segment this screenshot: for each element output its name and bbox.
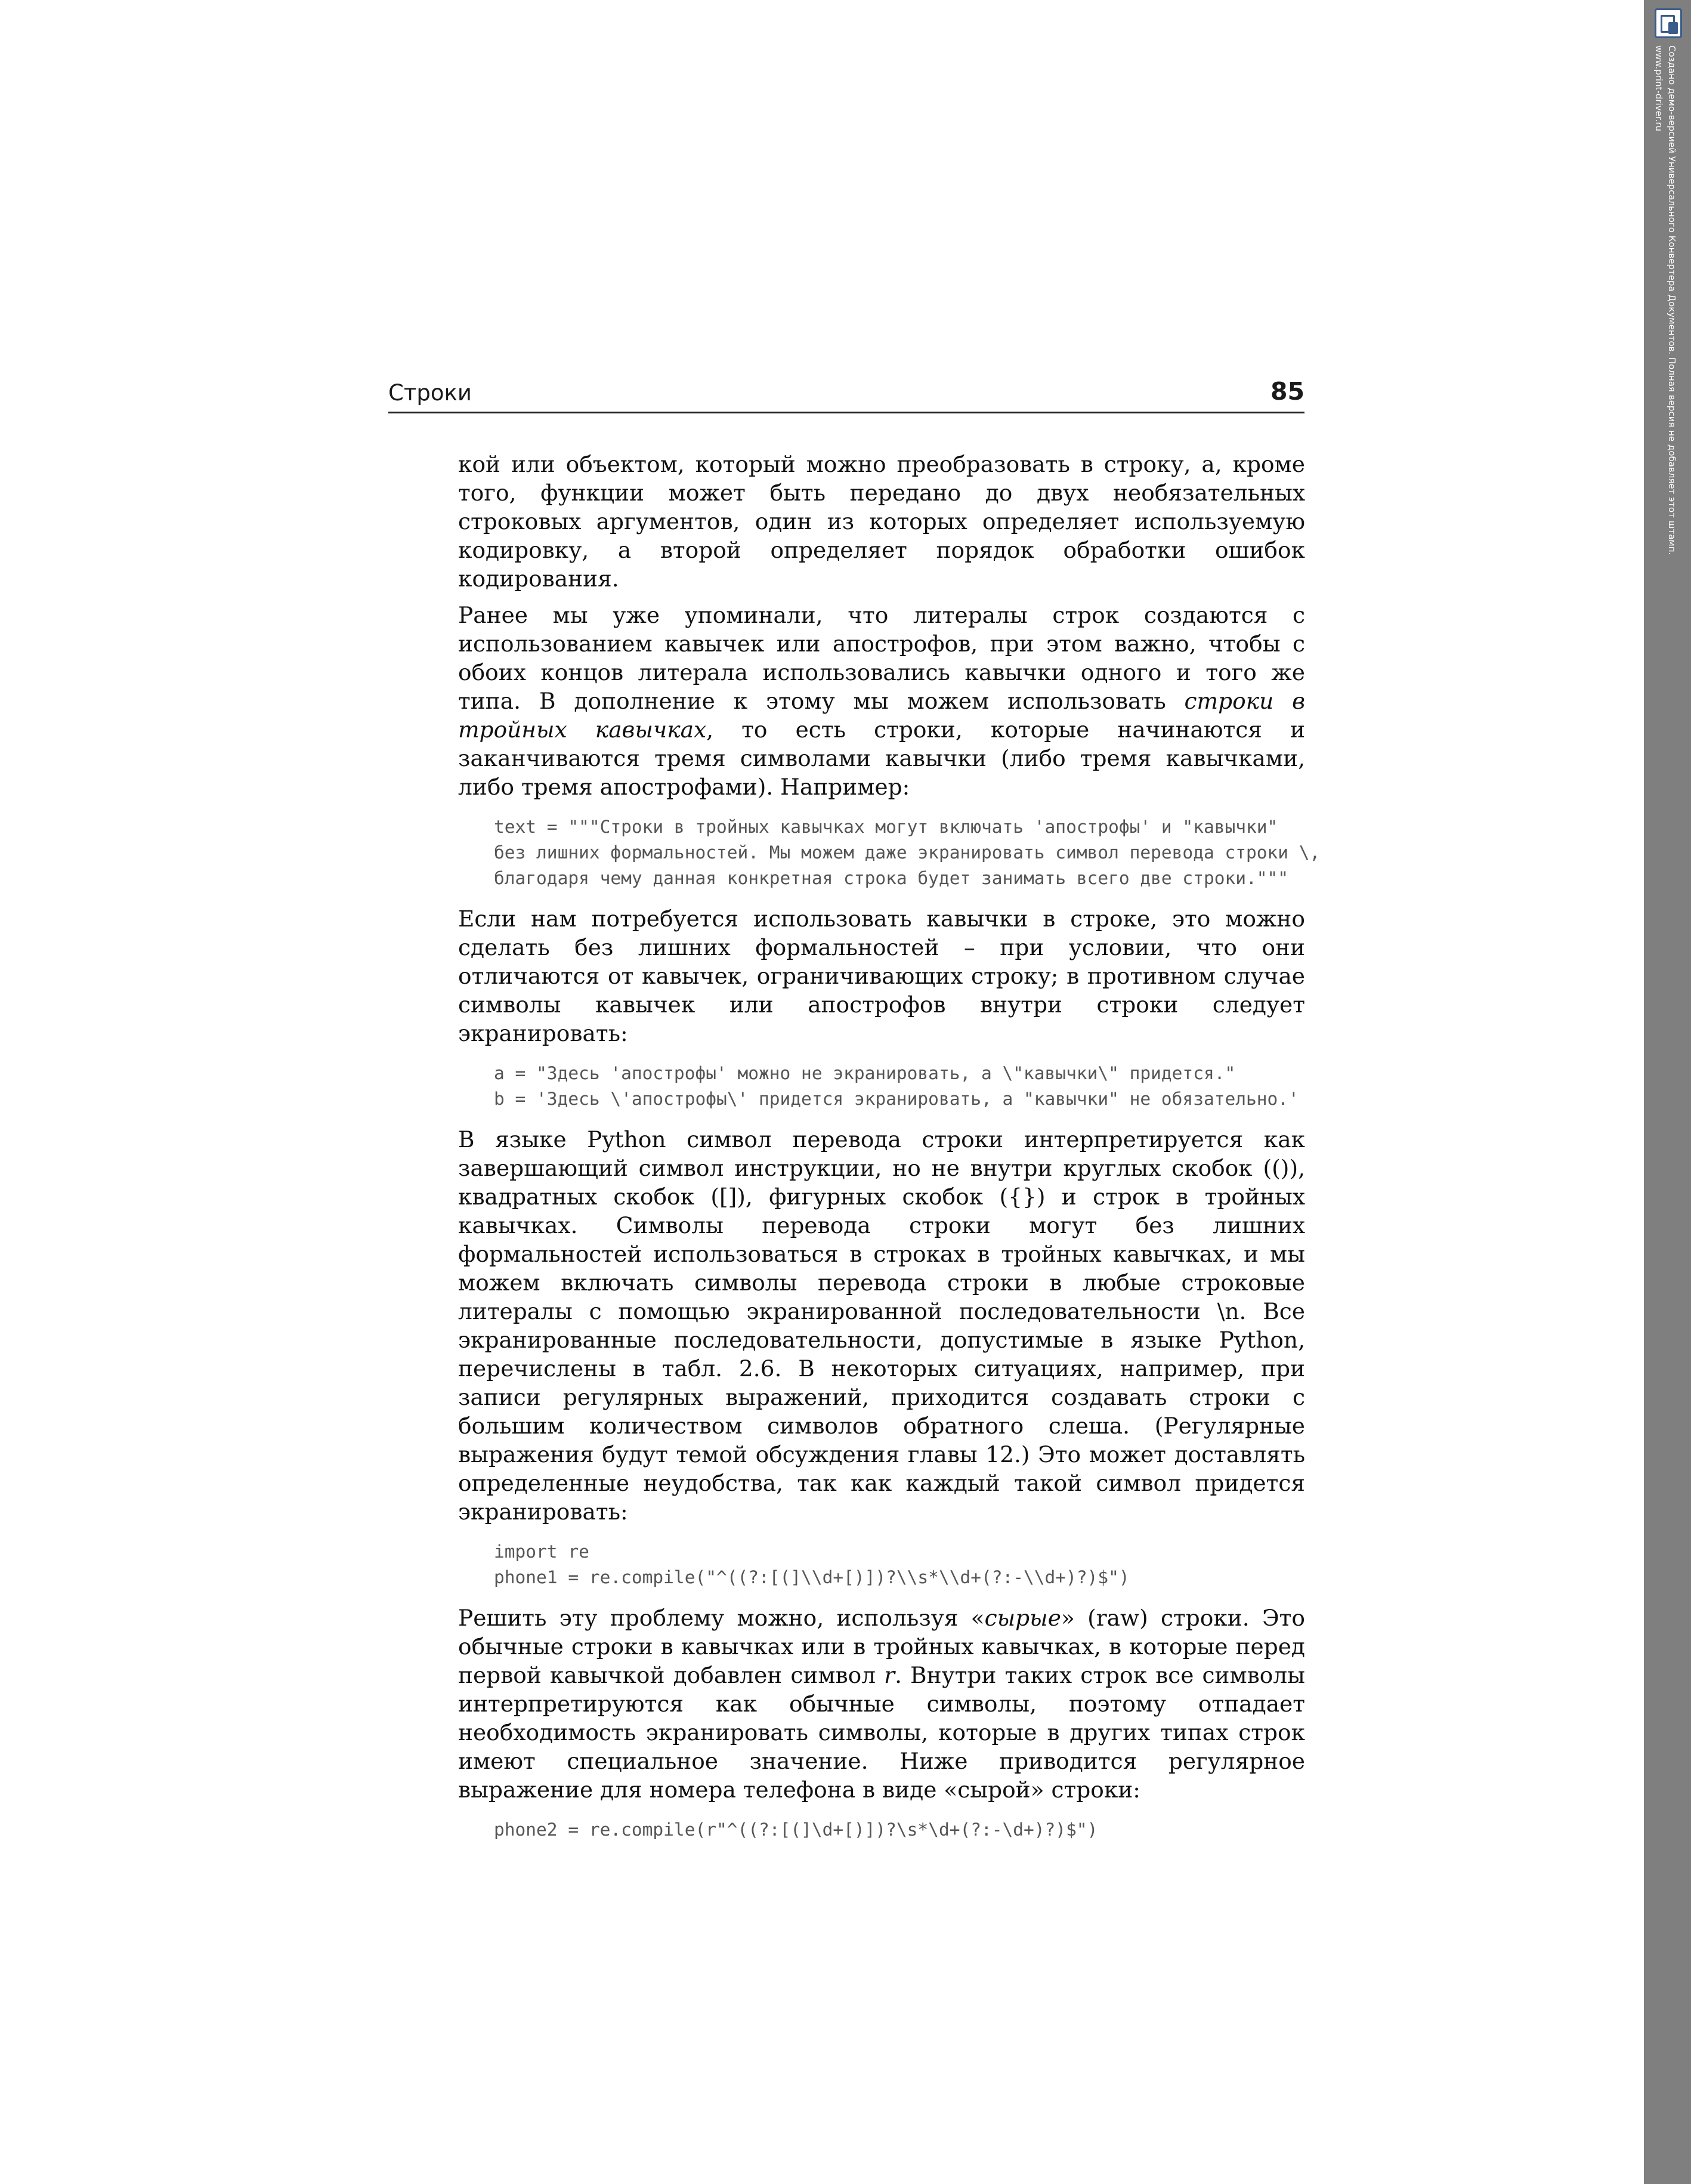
- code-block: a = "Здесь 'апострофы' можно не экранировать, а \"кавычки\" придется." b = 'Здесь \'апострофы\' придется экранировать, а "кавычки" не обязательно.': [494, 1063, 1299, 1109]
- paragraph-text: Решить эту проблему можно, используя «: [458, 1605, 985, 1631]
- document-converter-icon: [1655, 8, 1682, 38]
- paragraph: Если нам потребуется использовать кавычки в строке, это можно сделать без лишних формальностей – при условии, что они отличаются от кавычек, ограничивающих строку; в противном случае символы кавычек или апострофов внутри строки следует экранировать:: [458, 906, 1305, 1046]
- header-title: Строки: [388, 380, 472, 406]
- converter-watermark-strip: [1644, 0, 1691, 2184]
- paragraph: [458, 1604, 1305, 1804]
- watermark-line: Создано демо-версией Универсального Конвертера Документов. Полная версия не добавляет этот штамп.: [1667, 45, 1677, 555]
- paragraph: [458, 601, 1305, 801]
- code-block: text = """Строки в тройных кавычках могут включать 'апострофы' и "кавычки" без лишних формальностей. Мы можем даже экранировать символ перевода строки \, благодаря чему данная конкретная строка будет занимать всего две строки.""": [494, 817, 1321, 888]
- italic-term: сырые: [984, 1605, 1061, 1631]
- paragraph-text: , то есть строки, которые начинаются и заканчиваются тремя символами кавычки (либо тремя кавычками, либо тремя апострофами). Например:: [458, 716, 1306, 800]
- body-text: [458, 450, 1321, 1856]
- paragraph-text: . Внутри таких строк все символы интерпретируются как обычные символы, поэтому отпадает необходимость экранировать символы, которые в других типах строк имеют специальное значение. Ниже приводится регулярное выражение для номера телефона в виде «сырой» строки:: [458, 1662, 1305, 1803]
- watermark-text: [1652, 45, 1678, 642]
- paragraph-text: Ранее мы уже упоминали, что литералы строк создаются с использованием кавычек или апострофов, при этом важно, чтобы с обоих концов литерала использовались кавычки одного и того же типа. В дополнение к этому мы можем использовать: [458, 602, 1305, 714]
- page-number: 85: [1270, 377, 1304, 406]
- code-block: import re phone1 = re.compile("^((?:[(]\\d+[)])?\\s*\\d+(?:-\\d+)?)$"): [494, 1542, 1130, 1587]
- italic-term: строки в тройных кавычках: [458, 688, 1305, 743]
- italic-term: r: [884, 1662, 895, 1688]
- paragraph: В языке Python символ перевода строки интерпретируется как завершающий символ инструкции, но не внутри круглых скобок (()), квадратных скобок ([]), фигурных скобок ({}) и строк в тройных кавычках. Символы перевода строки могут без лишних формальностей использоваться в строках в тройных кавычках, и мы можем включать символы перевода строки в любые строковые литералы с помощью экранированной последовательности \n. Все экранированные последовательности, допустимые в языке Python, перечислены в табл. 2.6. В некоторых ситуациях, например, при записи регулярных выражений, приходится создавать строки с большим количеством символов обратного слеша. (Регулярные выражения будут темой обсуждения главы 12.) Это может доставлять определенные неудобства, так как каждый такой символ придется экранировать:: [458, 1126, 1305, 1525]
- running-header: [388, 373, 1304, 413]
- paragraph: кой или объектом, который можно преобразовать в строку, а, кроме того, функции может быть передано до двух необязательных строковых аргументов, один из которых определяет используемую кодировку, а второй определяет порядок обработки ошибок кодирования.: [458, 451, 1305, 592]
- watermark-line: www.print-driver.ru: [1653, 45, 1664, 132]
- code-block: phone2 = re.compile(r"^((?:[(]\d+[)])?\s*\d+(?:-\d+)?)$"): [494, 1820, 1098, 1840]
- paragraph-text: » (raw) строки. Это обычные строки в кавычках или в тройных кавычках, в которые перед первой кавычкой добавлен символ: [458, 1605, 1305, 1688]
